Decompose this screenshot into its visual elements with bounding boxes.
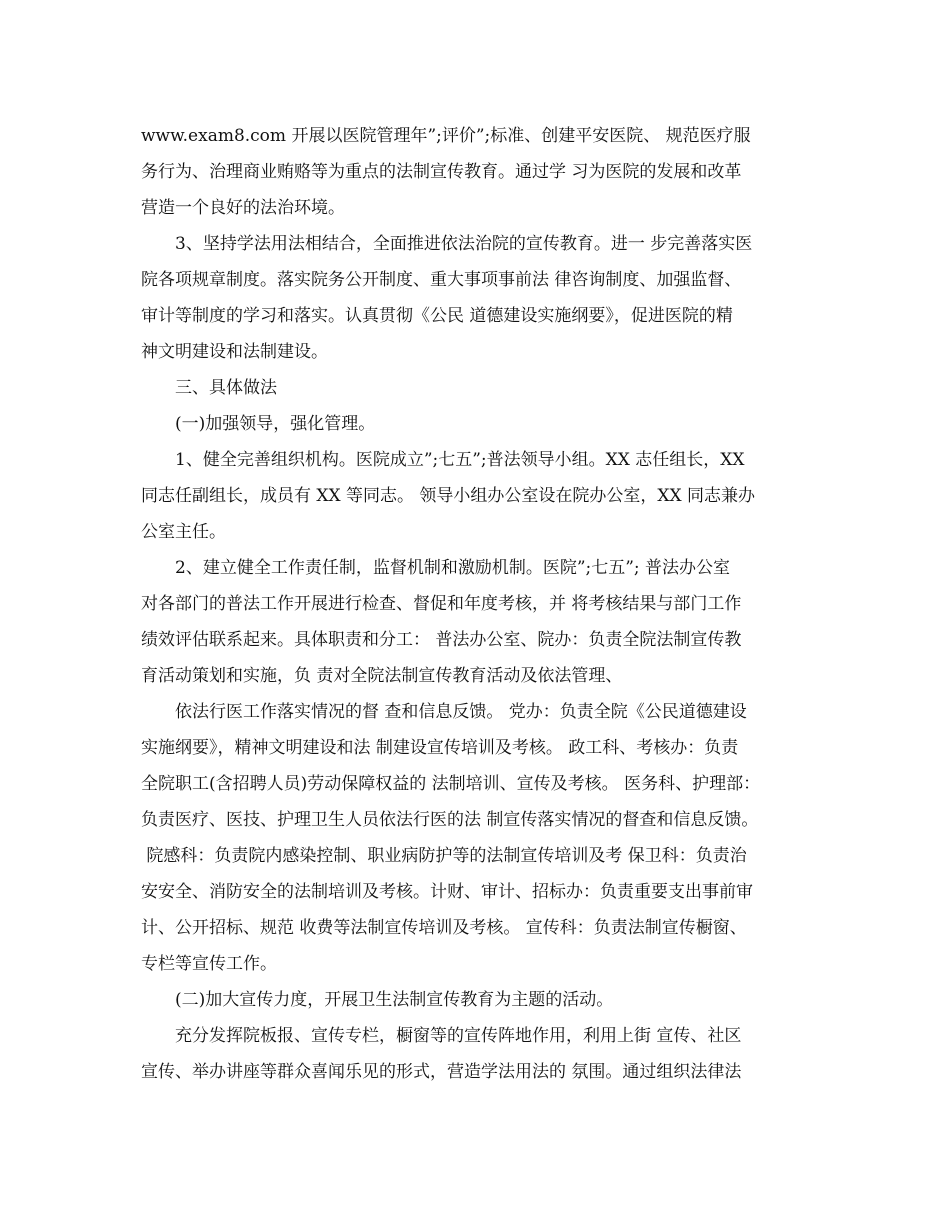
text-line: 院感科：负责院内感染控制、职业病防护等的法制宣传培训及考 保卫科：负责治 — [141, 846, 747, 866]
text-line: 审计等制度的学习和落实。认真贯彻《公民 道德建设实施纲要》，促进医院的精 — [141, 306, 733, 326]
text-line: 绩效评估联系起来。具体职责和分工： 普法办公室、院办：负责全院法制宣传教 — [141, 630, 742, 650]
subsection-heading: (二)加大宣传力度，开展卫生法制宣传教育为主题的活动。 — [175, 990, 614, 1010]
text-line: 营造一个良好的法治环境。 — [141, 198, 345, 218]
text-line: 1、健全完善组织机构。医院成立”;七五”;普法领导小组。XX 志任组长，XX — [175, 450, 745, 470]
text-line: 全院职工(含招聘人员)劳动保障权益的 法制培训、宣传及考核。 医务科、护理部： — [141, 774, 761, 794]
text-line: 院各项规章制度。落实院务公开制度、重大事项事前法 律咨询制度、加强监督、 — [141, 270, 742, 290]
text-line: 神文明建设和法制建设。 — [141, 342, 328, 362]
subsection-heading: (一)加强领导，强化管理。 — [175, 414, 376, 434]
text-line: 同志任副组长，成员有 XX 等同志。 领导小组办公室设在院办公室，XX 同志兼办 — [141, 486, 756, 506]
text-line: 3、坚持学法用法相结合，全面推进依法治院的宣传教育。进一 步完善落实医 — [175, 234, 753, 254]
text-line: 负责医疗、医技、护理卫生人员依法行医的法 制宣传落实情况的督查和信息反馈。 — [141, 810, 759, 830]
text-line: 育活动策划和实施，负 责对全院法制宣传教育活动及依法管理、 — [141, 666, 623, 686]
text-line: www.exam8.com 开展以医院管理年”;评价”;标准、创建平安医院、 规范医疗服 — [141, 126, 751, 146]
text-line: 务行为、治理商业贿赂等为重点的法制宣传教育。通过学 习为医院的发展和改革 — [141, 162, 742, 182]
text-line: 公室主任。 — [141, 522, 226, 542]
text-line: 依法行医工作落实情况的督 查和信息反馈。 党办：负责全院《公民道德建设 — [175, 702, 747, 722]
section-heading: 三、具体做法 — [175, 378, 277, 398]
text-line: 对各部门的普法工作开展进行检查、督促和年度考核，并 将考核结果与部门工作 — [141, 594, 742, 614]
text-line: 计、公开招标、规范 收费等法制宣传培训及考核。 宣传科：负责法制宣传橱窗、 — [141, 918, 747, 938]
text-line: 2、建立健全工作责任制，监督机制和激励机制。医院”;七五”; 普法办公室 — [175, 558, 731, 578]
text-line: 充分发挥院板报、宣传专栏，橱窗等的宣传阵地作用，利用上街 宣传、社区 — [175, 1026, 742, 1046]
text-line: 安安全、消防安全的法制培训及考核。计财、审计、招标办：负责重要支出事前审 — [141, 882, 753, 902]
text-line: 专栏等宣传工作。 — [141, 954, 277, 974]
text-line: 宣传、举办讲座等群众喜闻乐见的形式，营造学法用法的 氛围。通过组织法律法 — [141, 1062, 742, 1082]
document-page — [141, 118, 813, 1090]
text-line: 实施纲要》，精神文明建设和法 制建设宣传培训及考核。 政工科、考核办：负责 — [141, 738, 739, 758]
